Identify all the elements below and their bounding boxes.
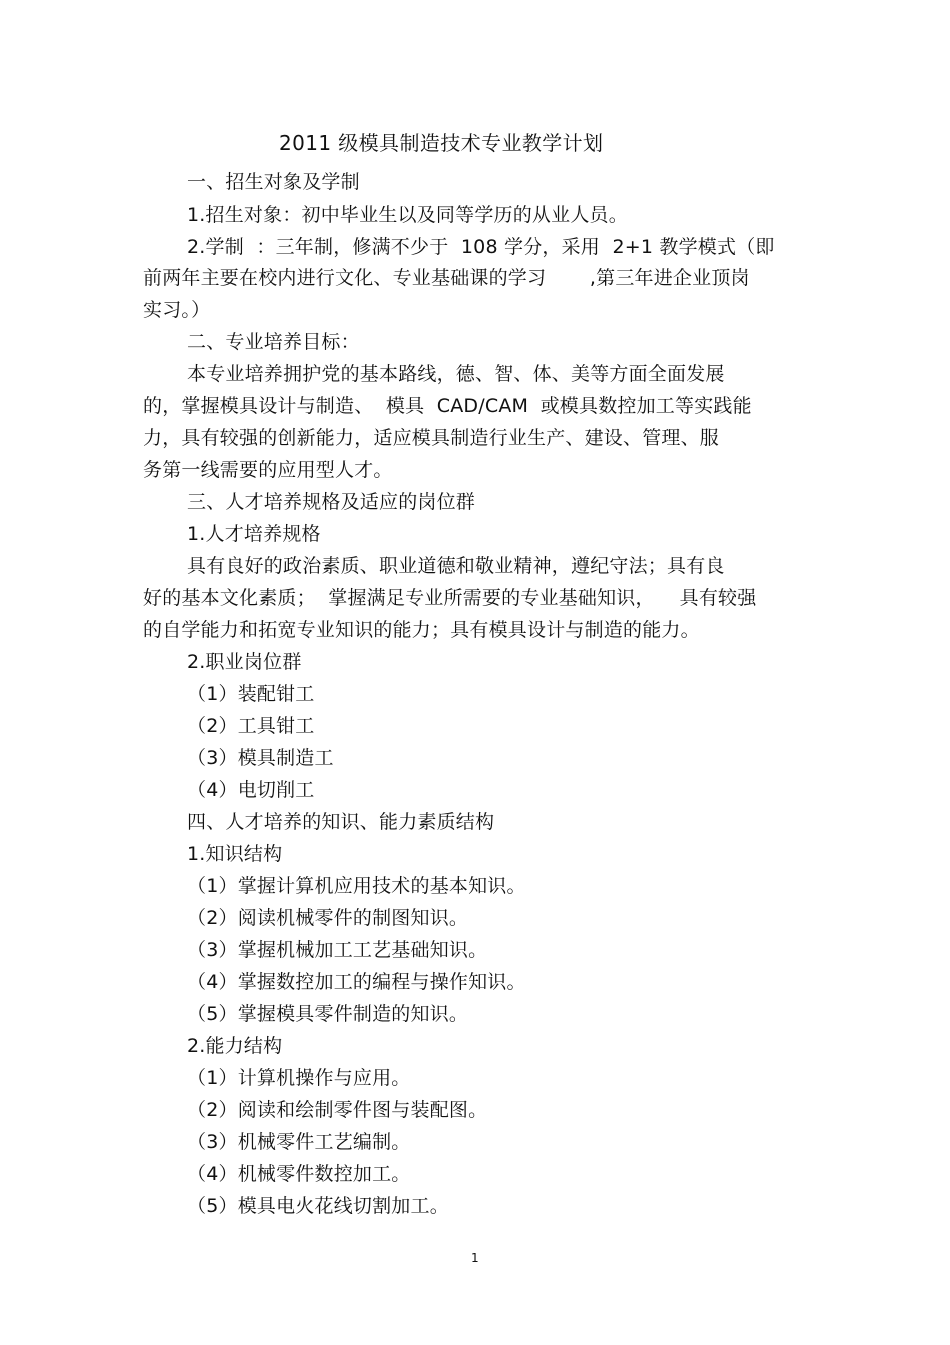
list-item: （5）模具电火花线切割加工。: [187, 1195, 449, 1217]
paragraph-line: 2.学制 ：三年制，修满不少于 108 学分，采用 2+1 教学模式（即: [187, 236, 775, 258]
list-item: （3）机械零件工艺编制。: [187, 1131, 411, 1153]
list-item: （4）掌握数控加工的编程与操作知识。: [187, 971, 526, 993]
document-title: 2011 级模具制造技术专业教学计划: [279, 131, 604, 155]
section-heading-structure: 四、人才培养的知识、能力素质结构: [187, 811, 495, 833]
list-item: （1）掌握计算机应用技术的基本知识。: [187, 875, 526, 897]
paragraph-line: 1.招生对象：初中毕业生以及同等学历的从业人员。: [187, 204, 628, 226]
subsection-heading: 1.人才培养规格: [187, 523, 321, 545]
paragraph-line: 力，具有较强的创新能力，适应模具制造行业生产、建设、管理、服: [143, 427, 720, 449]
paragraph-line: 实习。）: [143, 299, 211, 321]
paragraph-line: 务第一线需要的应用型人才。: [143, 459, 393, 481]
list-item: （4）电切削工: [187, 779, 315, 801]
list-item: （1）计算机操作与应用。: [187, 1067, 411, 1089]
paragraph-line: 的，掌握模具设计与制造、 模具 CAD/CAM 或模具数控加工等实践能: [143, 395, 752, 417]
list-item: （2）阅读机械零件的制图知识。: [187, 907, 469, 929]
list-item: （1）装配钳工: [187, 683, 315, 705]
section-heading-goals: 二、专业培养目标：: [187, 331, 360, 353]
paragraph-line: 好的基本文化素质； 掌握满足专业所需要的专业基础知识， 具有较强: [143, 587, 757, 609]
section-heading-enrollment: 一、招生对象及学制: [187, 171, 360, 193]
section-heading-specifications: 三、人才培养规格及适应的岗位群: [187, 491, 476, 513]
list-item: （2）阅读和绘制零件图与装配图。: [187, 1099, 488, 1121]
list-item: （5）掌握模具零件制造的知识。: [187, 1003, 469, 1025]
paragraph-line: 具有良好的政治素质、职业道德和敬业精神，遵纪守法；具有良: [187, 555, 725, 577]
paragraph-line: 的自学能力和拓宽专业知识的能力；具有模具设计与制造的能力。: [143, 619, 700, 641]
list-item: （3）模具制造工: [187, 747, 334, 769]
paragraph-line: 本专业培养拥护党的基本路线，德、智、体、美等方面全面发展: [187, 363, 725, 385]
list-item: （3）掌握机械加工工艺基础知识。: [187, 939, 488, 961]
list-item: （4）机械零件数控加工。: [187, 1163, 411, 1185]
paragraph-line: 前两年主要在校内进行文化、专业基础课的学习 ,第三年进企业顶岗: [143, 267, 750, 289]
subsection-heading: 2.职业岗位群: [187, 651, 302, 673]
list-item: （2）工具钳工: [187, 715, 315, 737]
page-number: 1: [471, 1251, 479, 1265]
subsection-heading: 1.知识结构: [187, 843, 283, 865]
subsection-heading: 2.能力结构: [187, 1035, 283, 1057]
